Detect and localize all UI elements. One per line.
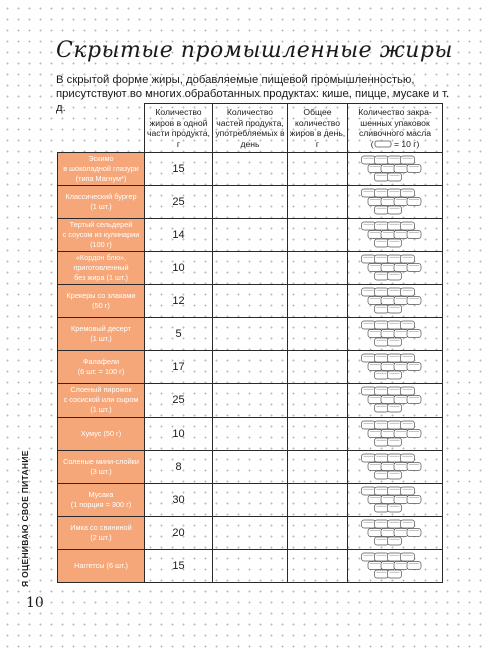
header-corner bbox=[58, 104, 145, 153]
intro-text: В скрытой форме жиры, добавляемые пищевой промышленностью, присутствуют во многих обработанных продуктах: кише, пицце, мусаке и т. д. bbox=[56, 74, 450, 114]
butter-pack-icon[interactable] bbox=[401, 520, 415, 528]
portions-input-cell[interactable] bbox=[213, 318, 288, 351]
butter-pack-icon[interactable] bbox=[381, 396, 395, 404]
butter-packs-group bbox=[361, 221, 429, 249]
product-cell bbox=[58, 186, 145, 219]
butter-packs-cell bbox=[348, 252, 443, 285]
product-name: Имка со свининой (2 шт.) bbox=[70, 522, 132, 542]
butter-packs-group bbox=[361, 486, 429, 514]
butter-pack-icon[interactable] bbox=[388, 338, 402, 346]
butter-pack-icon[interactable] bbox=[375, 239, 389, 247]
portions-input-cell[interactable] bbox=[213, 351, 288, 384]
butter-pack-icon[interactable] bbox=[401, 321, 415, 329]
product-cell bbox=[58, 285, 145, 318]
table-row bbox=[58, 351, 443, 384]
butter-pack-icon[interactable] bbox=[362, 421, 376, 429]
fat-grams-cell: 25 bbox=[145, 384, 213, 417]
butter-pack-icon[interactable] bbox=[375, 471, 389, 479]
butter-pack-icon[interactable] bbox=[368, 297, 382, 305]
butter-pack-icon[interactable] bbox=[362, 487, 376, 495]
butter-pack-icon[interactable] bbox=[388, 189, 402, 197]
butter-packs-group bbox=[361, 386, 429, 414]
fat-grams-cell: 15 bbox=[145, 549, 213, 582]
butter-pack-icon[interactable] bbox=[381, 165, 395, 173]
butter-pack-icon[interactable] bbox=[394, 198, 408, 206]
total-fat-input-cell[interactable] bbox=[288, 417, 348, 450]
butter-pack-icon[interactable] bbox=[375, 338, 389, 346]
table-row bbox=[58, 153, 443, 186]
butter-pack-icon[interactable] bbox=[407, 297, 421, 305]
portions-input-cell[interactable] bbox=[213, 450, 288, 483]
butter-pack-icon[interactable] bbox=[388, 354, 402, 362]
butter-pack-icon[interactable] bbox=[394, 528, 408, 536]
butter-packs-group bbox=[361, 453, 429, 481]
butter-pack-icon[interactable] bbox=[388, 387, 402, 395]
butter-pack-icon[interactable] bbox=[381, 363, 395, 371]
butter-pack-icon[interactable] bbox=[362, 553, 376, 561]
butter-pack-icon[interactable] bbox=[394, 264, 408, 272]
table-row bbox=[58, 450, 443, 483]
butter-pack-icon[interactable] bbox=[388, 438, 402, 446]
butter-pack-icon[interactable] bbox=[388, 537, 402, 545]
butter-pack-icon[interactable] bbox=[375, 387, 389, 395]
table-row bbox=[58, 186, 443, 219]
butter-pack-icon[interactable] bbox=[388, 305, 402, 313]
butter-pack-icon[interactable] bbox=[407, 462, 421, 470]
product-name: «Кордон блю», приготовленный без жира (1 шт.) bbox=[73, 253, 129, 283]
butter-pack-icon[interactable] bbox=[388, 288, 402, 296]
butter-packs-cell bbox=[348, 483, 443, 516]
fat-grams-cell: 30 bbox=[145, 483, 213, 516]
butter-pack-icon[interactable] bbox=[407, 165, 421, 173]
butter-legend: ( = 10 г) bbox=[370, 138, 420, 149]
butter-pack-icon[interactable] bbox=[388, 570, 402, 578]
portions-input-cell[interactable] bbox=[213, 285, 288, 318]
butter-pack-icon[interactable] bbox=[375, 222, 389, 230]
fat-grams-cell: 8 bbox=[145, 450, 213, 483]
butter-pack-icon[interactable] bbox=[381, 561, 395, 569]
butter-packs-cell bbox=[348, 318, 443, 351]
table-row bbox=[58, 483, 443, 516]
product-cell bbox=[58, 384, 145, 417]
table-row bbox=[58, 549, 443, 582]
butter-pack-icon bbox=[374, 140, 392, 148]
butter-packs-cell bbox=[348, 450, 443, 483]
total-fat-input-cell[interactable] bbox=[288, 318, 348, 351]
butter-pack-icon[interactable] bbox=[388, 206, 402, 214]
butter-pack-icon[interactable] bbox=[375, 305, 389, 313]
product-cell bbox=[58, 450, 145, 483]
portions-input-cell[interactable] bbox=[213, 483, 288, 516]
product-cell bbox=[58, 417, 145, 450]
butter-pack-icon[interactable] bbox=[362, 454, 376, 462]
butter-pack-icon[interactable] bbox=[375, 288, 389, 296]
butter-packs-group bbox=[361, 254, 429, 282]
butter-packs-cell bbox=[348, 186, 443, 219]
butter-pack-icon[interactable] bbox=[401, 189, 415, 197]
total-fat-input-cell[interactable] bbox=[288, 252, 348, 285]
butter-packs-cell bbox=[348, 285, 443, 318]
product-name: Хумус (50 г) bbox=[80, 428, 122, 438]
butter-pack-icon[interactable] bbox=[375, 570, 389, 578]
product-name: Тертый сельдерей с соусом из кулинарии (100 г) bbox=[62, 220, 140, 250]
butter-pack-icon[interactable] bbox=[401, 487, 415, 495]
product-cell bbox=[58, 252, 145, 285]
butter-pack-icon[interactable] bbox=[375, 255, 389, 263]
butter-pack-icon[interactable] bbox=[388, 553, 402, 561]
butter-packs-cell bbox=[348, 417, 443, 450]
butter-pack-icon[interactable] bbox=[375, 454, 389, 462]
butter-pack-icon[interactable] bbox=[388, 321, 402, 329]
table-row bbox=[58, 384, 443, 417]
portions-input-cell[interactable] bbox=[213, 252, 288, 285]
product-cell bbox=[58, 351, 145, 384]
butter-pack-icon[interactable] bbox=[388, 371, 402, 379]
product-name: Крекеры со злаками (50 г) bbox=[66, 291, 136, 311]
total-fat-input-cell[interactable] bbox=[288, 285, 348, 318]
butter-pack-icon[interactable] bbox=[375, 487, 389, 495]
butter-pack-icon[interactable] bbox=[394, 330, 408, 338]
butter-pack-icon[interactable] bbox=[375, 206, 389, 214]
butter-pack-icon[interactable] bbox=[407, 561, 421, 569]
butter-pack-icon[interactable] bbox=[362, 288, 376, 296]
product-name: Наггетсы (6 шт.) bbox=[74, 560, 128, 570]
butter-packs-cell bbox=[348, 219, 443, 252]
butter-pack-icon[interactable] bbox=[394, 396, 408, 404]
product-cell bbox=[58, 219, 145, 252]
product-name: Слоеный пирожок с сосиской или сыром (1 шт.) bbox=[63, 385, 139, 415]
butter-pack-icon[interactable] bbox=[407, 330, 421, 338]
butter-packs-group bbox=[361, 320, 429, 348]
portions-input-cell[interactable] bbox=[213, 186, 288, 219]
butter-pack-icon[interactable] bbox=[362, 321, 376, 329]
header-portions-per-day: Количество частей продукта, употребляемых в день bbox=[213, 104, 288, 153]
product-name: Эскимо в шоколадной глазури (типа Магнум*) bbox=[63, 154, 139, 184]
butter-pack-icon[interactable] bbox=[362, 156, 376, 164]
butter-pack-icon[interactable] bbox=[388, 255, 402, 263]
butter-pack-icon[interactable] bbox=[375, 371, 389, 379]
product-name: Кремовый десерт (1 шт.) bbox=[71, 324, 131, 344]
butter-packs-cell bbox=[348, 351, 443, 384]
butter-packs-group bbox=[361, 155, 429, 183]
butter-packs-group bbox=[361, 188, 429, 216]
butter-pack-icon[interactable] bbox=[388, 156, 402, 164]
product-cell bbox=[58, 318, 145, 351]
product-name: Соленые мини-слойки (3 шт.) bbox=[63, 456, 139, 476]
butter-pack-icon[interactable] bbox=[375, 421, 389, 429]
total-fat-input-cell[interactable] bbox=[288, 351, 348, 384]
fat-grams-cell: 20 bbox=[145, 516, 213, 549]
total-fat-input-cell[interactable] bbox=[288, 516, 348, 549]
butter-pack-icon[interactable] bbox=[381, 264, 395, 272]
portions-input-cell[interactable] bbox=[213, 219, 288, 252]
table-row bbox=[58, 417, 443, 450]
fat-grams-cell: 14 bbox=[145, 219, 213, 252]
total-fat-input-cell[interactable] bbox=[288, 549, 348, 582]
portions-input-cell[interactable] bbox=[213, 417, 288, 450]
butter-pack-icon[interactable] bbox=[394, 462, 408, 470]
butter-pack-icon[interactable] bbox=[388, 421, 402, 429]
butter-pack-icon[interactable] bbox=[375, 354, 389, 362]
portions-input-cell[interactable] bbox=[213, 516, 288, 549]
product-name: Фалафели (6 шт. = 100 г) bbox=[77, 357, 125, 377]
butter-pack-icon[interactable] bbox=[388, 454, 402, 462]
butter-pack-icon[interactable] bbox=[375, 156, 389, 164]
butter-pack-icon[interactable] bbox=[368, 462, 382, 470]
fat-grams-cell: 10 bbox=[145, 417, 213, 450]
table-row bbox=[58, 252, 443, 285]
butter-pack-icon[interactable] bbox=[401, 222, 415, 230]
butter-pack-icon[interactable] bbox=[362, 189, 376, 197]
total-fat-input-cell[interactable] bbox=[288, 450, 348, 483]
butter-pack-icon[interactable] bbox=[368, 363, 382, 371]
butter-pack-icon[interactable] bbox=[401, 255, 415, 263]
table-row bbox=[58, 516, 443, 549]
butter-pack-icon[interactable] bbox=[381, 462, 395, 470]
header-grams-per-portion: Количество жиров в одной части продукта, г bbox=[145, 104, 213, 153]
butter-pack-icon[interactable] bbox=[381, 429, 395, 437]
butter-pack-icon[interactable] bbox=[394, 561, 408, 569]
butter-pack-icon[interactable] bbox=[375, 404, 389, 412]
butter-pack-icon[interactable] bbox=[407, 198, 421, 206]
butter-pack-icon[interactable] bbox=[381, 231, 395, 239]
table-row bbox=[58, 285, 443, 318]
butter-packs-group bbox=[361, 353, 429, 381]
fat-grams-cell: 5 bbox=[145, 318, 213, 351]
butter-pack-icon[interactable] bbox=[401, 288, 415, 296]
butter-pack-icon[interactable] bbox=[407, 528, 421, 536]
header-butter-packs-label: Количество закра-шенных упаковок сливочного масла bbox=[358, 107, 432, 138]
butter-packs-cell bbox=[348, 516, 443, 549]
total-fat-input-cell[interactable] bbox=[288, 219, 348, 252]
butter-pack-icon[interactable] bbox=[388, 222, 402, 230]
butter-packs-cell bbox=[348, 549, 443, 582]
butter-pack-icon[interactable] bbox=[375, 504, 389, 512]
table-header-row bbox=[58, 104, 443, 153]
butter-pack-icon[interactable] bbox=[401, 156, 415, 164]
fat-grams-cell: 10 bbox=[145, 252, 213, 285]
fat-grams-cell: 12 bbox=[145, 285, 213, 318]
butter-pack-icon[interactable] bbox=[375, 272, 389, 280]
butter-pack-icon[interactable] bbox=[401, 454, 415, 462]
butter-pack-icon[interactable] bbox=[388, 471, 402, 479]
portions-input-cell[interactable] bbox=[213, 153, 288, 186]
product-cell bbox=[58, 153, 145, 186]
butter-pack-icon[interactable] bbox=[368, 264, 382, 272]
butter-pack-icon[interactable] bbox=[401, 354, 415, 362]
butter-pack-icon[interactable] bbox=[368, 528, 382, 536]
butter-pack-icon[interactable] bbox=[368, 396, 382, 404]
butter-pack-icon[interactable] bbox=[375, 321, 389, 329]
page-number: 10 bbox=[26, 595, 44, 611]
butter-pack-icon[interactable] bbox=[375, 438, 389, 446]
butter-packs-cell bbox=[348, 384, 443, 417]
product-cell bbox=[58, 483, 145, 516]
butter-pack-icon[interactable] bbox=[388, 173, 402, 181]
butter-pack-icon[interactable] bbox=[362, 520, 376, 528]
total-fat-input-cell[interactable] bbox=[288, 153, 348, 186]
butter-packs-group bbox=[361, 519, 429, 547]
page-title: Скрытые промышленные жиры bbox=[56, 38, 453, 63]
butter-pack-icon[interactable] bbox=[407, 429, 421, 437]
butter-pack-icon[interactable] bbox=[388, 487, 402, 495]
butter-pack-icon[interactable] bbox=[394, 429, 408, 437]
butter-pack-icon[interactable] bbox=[388, 272, 402, 280]
butter-pack-icon[interactable] bbox=[394, 495, 408, 503]
product-cell bbox=[58, 549, 145, 582]
butter-packs-cell bbox=[348, 153, 443, 186]
butter-pack-icon[interactable] bbox=[368, 330, 382, 338]
butter-pack-icon[interactable] bbox=[407, 495, 421, 503]
product-name: Классический бургер (1 шт.) bbox=[65, 192, 137, 212]
total-fat-input-cell[interactable] bbox=[288, 483, 348, 516]
fat-grams-cell: 25 bbox=[145, 186, 213, 219]
butter-pack-icon[interactable] bbox=[381, 297, 395, 305]
butter-pack-icon[interactable] bbox=[362, 387, 376, 395]
butter-packs-group bbox=[361, 287, 429, 315]
butter-pack-icon[interactable] bbox=[368, 198, 382, 206]
butter-pack-icon[interactable] bbox=[362, 255, 376, 263]
header-total-fat: Общее количество жиров в день, г bbox=[288, 104, 348, 153]
butter-pack-icon[interactable] bbox=[394, 165, 408, 173]
table-row bbox=[58, 318, 443, 351]
butter-pack-icon[interactable] bbox=[401, 421, 415, 429]
butter-pack-icon[interactable] bbox=[407, 264, 421, 272]
butter-pack-icon[interactable] bbox=[375, 537, 389, 545]
total-fat-input-cell[interactable] bbox=[288, 186, 348, 219]
butter-legend-value: = 10 г) bbox=[393, 138, 420, 149]
butter-pack-icon[interactable] bbox=[407, 396, 421, 404]
butter-pack-icon[interactable] bbox=[368, 561, 382, 569]
butter-pack-icon[interactable] bbox=[388, 404, 402, 412]
portions-input-cell[interactable] bbox=[213, 384, 288, 417]
butter-pack-icon[interactable] bbox=[375, 553, 389, 561]
butter-pack-icon[interactable] bbox=[381, 495, 395, 503]
butter-pack-icon[interactable] bbox=[388, 239, 402, 247]
butter-pack-icon[interactable] bbox=[401, 553, 415, 561]
butter-pack-icon[interactable] bbox=[381, 528, 395, 536]
butter-pack-icon[interactable] bbox=[362, 222, 376, 230]
butter-pack-icon[interactable] bbox=[394, 363, 408, 371]
butter-pack-icon[interactable] bbox=[394, 297, 408, 305]
fat-grams-cell: 15 bbox=[145, 153, 213, 186]
butter-packs-group bbox=[361, 552, 429, 580]
butter-pack-icon[interactable] bbox=[401, 387, 415, 395]
butter-pack-icon[interactable] bbox=[375, 189, 389, 197]
product-cell bbox=[58, 516, 145, 549]
butter-pack-icon[interactable] bbox=[381, 198, 395, 206]
butter-pack-icon[interactable] bbox=[394, 231, 408, 239]
butter-pack-icon[interactable] bbox=[368, 429, 382, 437]
portions-input-cell[interactable] bbox=[213, 549, 288, 582]
section-side-title: Я ОЦЕНИВАЮ СВОЕ ПИТАНИЕ bbox=[20, 450, 30, 587]
butter-pack-icon[interactable] bbox=[362, 354, 376, 362]
butter-pack-icon[interactable] bbox=[381, 330, 395, 338]
butter-pack-icon[interactable] bbox=[407, 231, 421, 239]
total-fat-input-cell[interactable] bbox=[288, 384, 348, 417]
butter-pack-icon[interactable] bbox=[407, 363, 421, 371]
header-butter-packs bbox=[348, 104, 443, 153]
fat-grams-cell: 17 bbox=[145, 351, 213, 384]
butter-pack-icon[interactable] bbox=[375, 173, 389, 181]
table-row bbox=[58, 219, 443, 252]
butter-pack-icon[interactable] bbox=[368, 495, 382, 503]
butter-pack-icon[interactable] bbox=[388, 520, 402, 528]
butter-pack-icon[interactable] bbox=[375, 520, 389, 528]
butter-pack-icon[interactable] bbox=[388, 504, 402, 512]
product-name: Мусака (1 порция = 300 г) bbox=[70, 489, 132, 509]
butter-pack-icon[interactable] bbox=[368, 165, 382, 173]
butter-packs-group bbox=[361, 420, 429, 448]
butter-pack-icon[interactable] bbox=[368, 231, 382, 239]
fats-table bbox=[57, 103, 443, 583]
